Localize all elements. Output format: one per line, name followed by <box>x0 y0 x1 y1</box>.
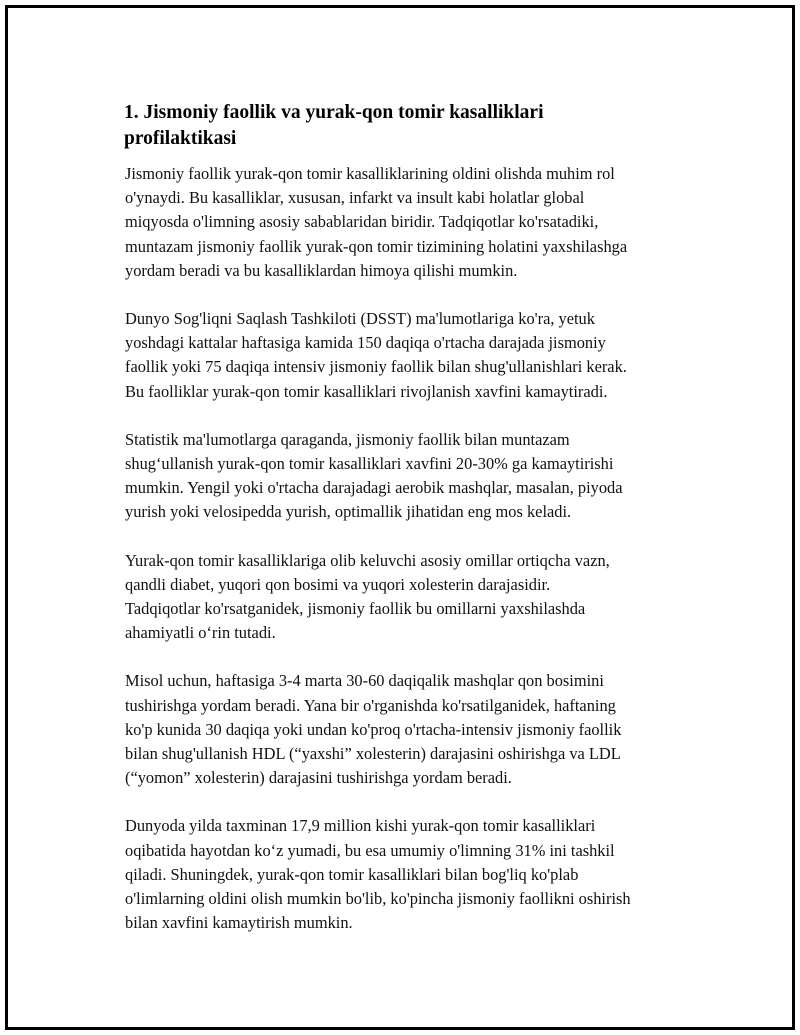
paragraph-line: Statistik ma'lumotlarga qaraganda, jismoniy faollik bilan muntazam <box>125 429 570 449</box>
paragraph-line: Tadqiqotlar ko'rsatganidek, jismoniy faollik bu omillarni yaxshilashda <box>125 599 586 619</box>
paragraph-line: yoshdagi kattalar haftasiga kamida 150 daqiqa o'rtacha darajada jismoniy <box>125 333 606 353</box>
paragraph-line: shug‘ullanish yurak-qon tomir kasalliklari xavfini 20-30% ga kamaytirishi <box>125 454 614 474</box>
paragraph-line: Dunyoda yilda taxminan 17,9 million kishi yurak-qon tomir kasalliklari <box>125 816 596 836</box>
paragraph-line: muntazam jismoniy faollik yurak-qon tomir tizimining holatini yaxshilashga <box>125 236 628 256</box>
paragraph-line: o'limlarning oldini olish mumkin bo'lib, ko'pincha jismoniy faollikni oshirish <box>125 889 631 909</box>
document-body <box>121 100 701 959</box>
paragraph-line: Jismoniy faollik yurak-qon tomir kasalliklarining oldini olishda muhim rol <box>125 164 615 183</box>
paragraph-line: mumkin. Yengil yoki o'rtacha darajadagi aerobik mashqlar, masalan, piyoda <box>125 478 623 498</box>
paragraph-1 <box>125 162 701 283</box>
paragraph-5 <box>125 669 701 790</box>
paragraph-line: oqibatida hayotdan ko‘z yumadi, bu esa umumiy o'limning 31% ini tashkil <box>125 840 615 860</box>
paragraph-line: yordam beradi va bu kasalliklardan himoya qilishi mumkin. <box>125 260 518 280</box>
paragraph-line: faollik yoki 75 daqiqa intensiv jismoniy faollik bilan shug'ullanishlari kerak. <box>125 357 627 377</box>
paragraph-6 <box>125 814 701 935</box>
paragraph-line: (“yomon” xolesterin) darajasini tushirishga yordam beradi. <box>125 768 512 788</box>
paragraph-line: yurish yoki velosipedda yurish, optimallik jihatidan eng mos keladi. <box>125 502 572 522</box>
paragraph-line: qandli diabet, yuqori qon bosimi va yuqori xolesterin darajasidir. <box>125 574 551 594</box>
paragraph-line: bilan shug'ullanish HDL (“yaxshi” xolesterin) darajasini oshirishga va LDL <box>125 744 621 764</box>
paragraph-line: bilan xavfini kamaytirish mumkin. <box>125 913 353 933</box>
section-heading <box>124 100 701 152</box>
page-frame <box>5 5 795 1030</box>
paragraph-4 <box>125 549 701 646</box>
paragraph-line: qiladi. Shuningdek, yurak-qon tomir kasalliklari bilan bog'liq ko'plab <box>125 864 579 884</box>
heading-line: profilaktikasi <box>124 128 237 149</box>
paragraph-line: miqyosda o'limning asosiy sabablaridan biridir. Tadqiqotlar ko'rsatadiki, <box>125 212 599 232</box>
paragraph-line: Yurak-qon tomir kasalliklariga olib keluvchi asosiy omillar ortiqcha vazn, <box>125 550 610 570</box>
paragraph-line: o'ynaydi. Bu kasalliklar, xususan, infarkt va insult kabi holatlar global <box>125 188 585 208</box>
paragraph-2 <box>125 307 701 404</box>
paragraph-line: Dunyo Sog'liqni Saqlash Tashkiloti (DSST) ma'lumotlariga ko'ra, yetuk <box>125 309 595 329</box>
paragraph-3 <box>125 428 701 525</box>
heading-line: 1. Jismoniy faollik va yurak-qon tomir kasalliklari <box>124 102 544 123</box>
paragraph-line: ko'p kunida 30 daqiqa yoki undan ko'proq o'rtacha-intensiv jismoniy faollik <box>125 719 622 739</box>
paragraph-line: ahamiyatli o‘rin tutadi. <box>125 623 276 643</box>
paragraph-line: Bu faolliklar yurak-qon tomir kasalliklari rivojlanish xavfini kamaytiradi. <box>125 381 608 401</box>
paragraph-line: tushirishga yordam beradi. Yana bir o'rganishda ko'rsatilganidek, haftaning <box>125 695 616 715</box>
paragraph-line: Misol uchun, haftasiga 3-4 marta 30-60 daqiqalik mashqlar qon bosimini <box>125 671 604 691</box>
